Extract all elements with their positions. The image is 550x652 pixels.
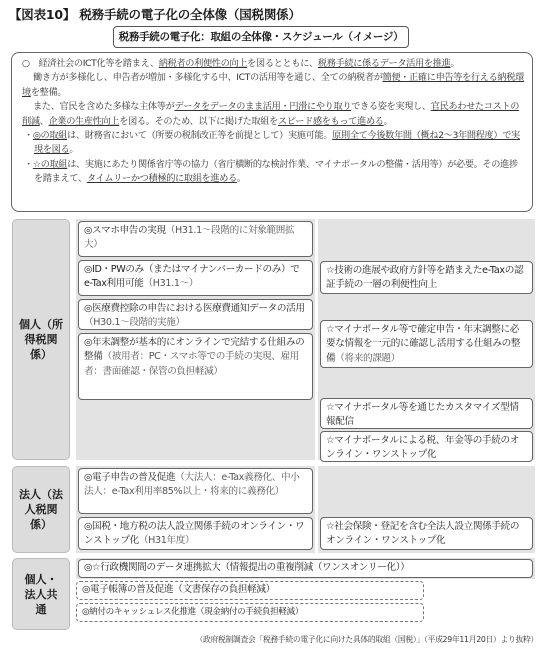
intro-paragraph-3: また、官民を含めた多様な主体等がデータをデータのまま活用・円滑にやり取りできる姿を実現し、官民あわせたコストの削減、企業の生産性向上を図る。そのため、以下に掲げた取組をスピード感をもって進める。	[22, 101, 520, 127]
intro-paragraph-2: 働き方が多様化し、申告者が増加・多様化する中、ICTの活用等を通じ、全ての納税者が簡便・正確に申告等を行える納税環境を整備。	[22, 72, 524, 98]
category-corporate-label: 法人（法人税関係）	[19, 488, 63, 531]
category-individual-label: 個人（所得税関係）	[19, 318, 63, 361]
item-e-filing-promotion: ◎電子申告の普及促進（大法人：e-Tax義務化、中小法人：e-Tax利用率85%以上・将来的に義務化）	[78, 468, 313, 514]
category-common-label: 個人・法人共通	[24, 572, 58, 616]
item-custom-info-delivery: ☆マイナポータル等を通じたカスタマイズ型情報配信	[320, 398, 533, 429]
item-all-corporate-setup: ☆社会保険・登記を含む全法人設立関係手続のオンライン・ワンストップ化	[320, 517, 533, 550]
item-data-linkage: ◎☆行政機関間のデータ連携拡大（情報提出の重複削減（ワンスオンリー化））	[78, 559, 533, 578]
item-medical-expense: ◎医療費控除の申告における医療費通知データの活用（H30.1～段階的実施）	[78, 299, 313, 330]
section-heading: 税務手続の電子化：取組の全体像・スケジュール（イメージ）	[113, 26, 409, 48]
figure-title: 【図表10】 税務手続の電子化の全体像（国税関係）	[9, 7, 301, 22]
intro-bullet-2: ・☆の取組は、実施にあたり関係省庁等の協力（省庁横断的な検討作業、マイナポータルの整備・活用等）が必要。その進捗を踏まえて、タイムリーかつ積極的に取組を進める。	[24, 158, 518, 185]
item-tax-pension-onestop: ☆マイナポータルによる税、年金等の手続のオンライン・ワンストップ化	[320, 431, 533, 462]
item-etax-authentication: ☆技術の進展や政府方針等を踏まえたe-Taxの認証手続の一層の利便性向上	[320, 261, 533, 294]
intro-box	[11, 52, 533, 212]
source-note: （政府税制調査会「税務手続の電子化に向けた具体的取組（国税）」（平成29年11月20日）より抜粋）	[195, 635, 538, 644]
category-corporate	[12, 466, 70, 553]
category-common	[12, 558, 70, 630]
intro-paragraph-1: ○ 経済社会のICT化等を踏まえ、納税者の利便性の向上を図るとともに、税務手続に係るデータ活用を推進。	[22, 58, 460, 69]
category-individual	[12, 219, 70, 460]
item-id-pw-etax: ◎ID・PWのみ（またはマイナンバーカードのみ）でe-Tax利用可能（H31.1～）	[78, 260, 313, 296]
item-electronic-books: ◎電子帳簿の普及促進（文書保存の負担軽減）	[76, 581, 424, 600]
item-year-end-adjustment: ◎年末調整が基本的にオンラインで完結する仕組みの整備（被用者：PC・スマホ等での手続の実現、雇用者：書面確認・保管の負担軽減）	[78, 333, 313, 400]
item-smartphone-filing: ◎スマホ申告の実現（H31.1～段階的に対象範囲拡大）	[78, 221, 313, 257]
item-cashless-payment: ◎納付のキャッシュレス化推進（現金納付の手続負担軽減）	[76, 603, 424, 622]
item-myportal-info: ☆マイナポータル等で確定申告・年末調整に必要な情報を一元的に確認し活用する仕組みの整備（将来的課題）	[320, 320, 533, 368]
item-corporate-setup-onestop: ◎国税・地方税の法人設立関係手続のオンライン・ワンストップ化（H31年度）	[78, 517, 313, 550]
intro-bullet-1: ・◎の取組は、財務省において（所要の税制改正等を前提として）実施可能。原則全て今後数年間（概ね2～3年間程度）で実現を図る。	[24, 130, 520, 156]
